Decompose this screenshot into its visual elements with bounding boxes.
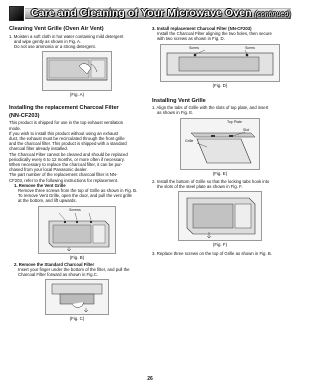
figure-f (178, 191, 262, 241)
step2-title: 2. Remove the Standard Charcoal Filter (14, 261, 95, 267)
grill-step1c: Do not use ammonia or a strong detergent. (14, 44, 96, 49)
screw-label-right: Screw (245, 45, 255, 50)
top-plate-label: Top Plate (227, 119, 242, 124)
fig-e-caption: (Fig. E) (212, 170, 228, 176)
align-grille-illustration (181, 119, 259, 169)
pull-filter-illustration (46, 280, 108, 314)
figure-d (160, 44, 280, 82)
fig-f-caption: (Fig. F) (212, 242, 228, 248)
screw-label-left: Screw (189, 45, 199, 50)
grill-heading: Cleaning Vent Grille (Oven Air Vent) (9, 26, 104, 32)
fig-b-caption: (Fig. B) (69, 254, 85, 260)
fig-c-caption: (Fig. C) (69, 316, 85, 322)
fig-a-caption: (Fig. A) (69, 92, 85, 98)
page-title: Care and Cleaning of Your Microwave Oven (continued) (31, 7, 291, 19)
figure-b (38, 206, 116, 254)
figure-e (180, 118, 260, 170)
lock-grille-illustration (179, 192, 261, 240)
step3-title: 3. Install replacement Charcoal Filter (NN-CF203) (152, 26, 252, 31)
microwave-wipe-illustration (43, 52, 111, 90)
install-filter-illustration (161, 45, 279, 81)
step1-title: 1. Remove the Vent Grille (14, 182, 66, 188)
page-number: 26 (147, 376, 153, 382)
page-banner (9, 6, 291, 21)
grill-step1: 1. Moisten a soft cloth in hot water containing mild detergent (9, 33, 124, 39)
filter-heading: Installing the replacement Charcoal Filter (9, 105, 119, 112)
fig-d-caption: (Fig. D) (212, 82, 228, 88)
grill-step1b: and wipe gently as shown in Fig. A. (14, 38, 82, 44)
right-column: 3. Install replacement Charcoal Filter (NN-CF203) Install the Charcoal Filter aligning the two holes, then secure with two screws as shown in Fig. D. Screw Screw (Fig. D) Installing Vent Grille 1. Align the tabs of Grille with the slots of top plate, and insert as shown in Fig. E. Top Plate Slot Grille (Fig. E) 2. Install the bottom of Grille so that the locking tabs hook into the slots of the steel plate as shown in Fig. F. (Fig. F) 3. Replace three screws on the top of Grille as shown in Fig. B. (152, 26, 288, 256)
figure-a (42, 51, 112, 91)
slot-label: Slot (243, 127, 250, 132)
screws-label: Screws (69, 207, 81, 212)
filter-paragraph: This product is shipped for use in the top exhaust ventilation mode. If you wish to install this product without using an exhaust duct, the exhaust must be recirculated through the front grille and the charcoal filter. This product is shipped with a standard charcoal filter already installed. The Charcoal Filter cannot be cleaned and should be replaced periodically every 6 to 12 months, or more often if necessary. When necessary to replace the charcoal filter, it can be pur- chased from your local Panasonic dealer. The part number of the replacement charcoal filter is NN- CF203, refer to the following instructions for replacement. (9, 120, 128, 183)
install-grille-heading: Installing Vent Grille (152, 97, 206, 104)
figure-c (45, 279, 109, 315)
filter-heading-2: (NN-CF203) (9, 112, 40, 119)
remove-grille-illustration (39, 207, 115, 253)
left-column: Cleaning Vent Grille (Oven Air Vent) 1. Moisten a soft cloth in hot water containing mild detergent and wipe gently as shown in Fig. A. Do not use ammonia or a strong detergent. (Fig. A) Installing the replacement Charcoal Filter (NN-CF203) This product is shipped for use in the top exhaust ventilation mode. If you wish to install this product without using an exhaust duct, the exhaust must be recirculated through the front grille and the charcoal filter. This product is shipped with a standard charcoal filter already installed. The Charcoal Filter cannot be cleaned and should be replaced periodically every 6 to 12 months, or more often if necessary. When necessary to replace the charcoal filter, it can be pur- chased from your local Panasonic dealer. The part number of the replacement charcoal filter is NN- CF203, refer to the following instructions for replacement. 1. Remove the Vent Grille Remove three screws from the top of Grille as shown in Fig. B. To remove Vent Grille, open the door, and pull the vent grille at the bottom, and lift upwards. Screws (Fig. B) 2. Remove the Standard Charcoal Filter Insert your finger under the bottom of the filter, and pull the Charcoal Filter forward as shown in Fig.C. (Fig. C) (9, 26, 145, 321)
grille-label: Grille (185, 138, 194, 143)
banner-square-icon (9, 6, 24, 21)
